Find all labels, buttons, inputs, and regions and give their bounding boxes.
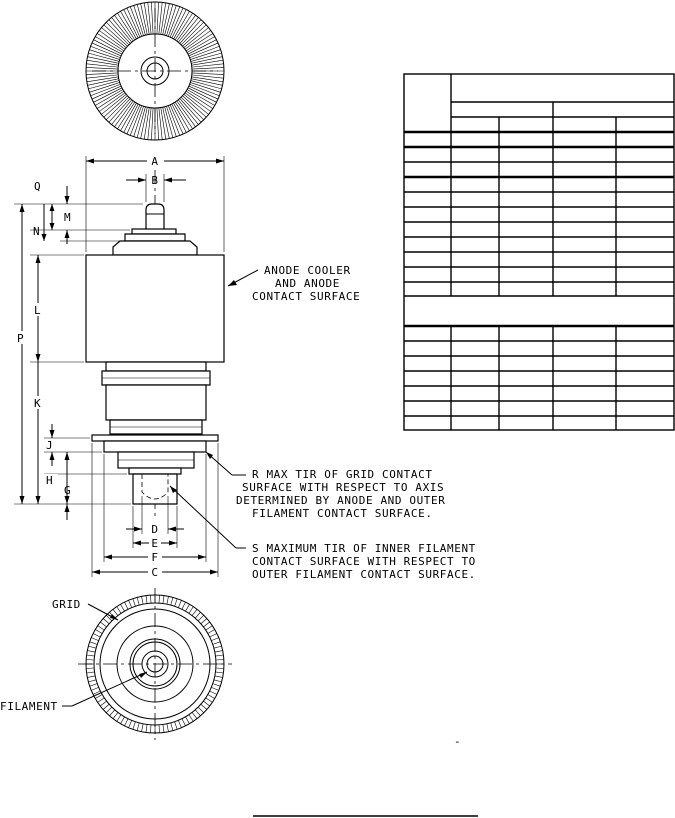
grid-tooth xyxy=(182,719,186,726)
grid-tooth xyxy=(175,599,178,607)
cooler-fin xyxy=(92,86,121,99)
dim-b: B xyxy=(151,174,159,187)
grid-tooth xyxy=(121,717,125,724)
cooler-fin xyxy=(190,84,220,95)
dim-d: D xyxy=(151,523,159,536)
cooler-fin xyxy=(168,7,179,37)
anode-note xyxy=(228,264,360,303)
ceramic-body xyxy=(106,385,206,420)
grid-tooth xyxy=(103,704,109,709)
grid-tooth xyxy=(216,668,224,669)
grid-tooth xyxy=(90,642,98,645)
grid-tooth xyxy=(90,684,98,687)
grid-tooth xyxy=(87,676,95,678)
grid-tooth xyxy=(195,612,200,618)
grid-tooth xyxy=(214,680,222,682)
grid-tooth xyxy=(201,619,207,624)
cooler-fin xyxy=(168,106,179,136)
grid-tooth xyxy=(203,622,209,627)
cooler-cap xyxy=(113,241,197,255)
grid-tooth xyxy=(113,609,118,615)
cooler-fin xyxy=(157,108,159,140)
dimension-table xyxy=(404,74,674,430)
grid-tooth xyxy=(124,719,128,726)
grid-tooth xyxy=(146,596,147,604)
grid-tooth xyxy=(213,684,221,687)
grid-tooth xyxy=(214,646,222,648)
grid-tooth xyxy=(192,712,197,718)
grid-tir-note-line-1: R MAX TIR OF GRID CONTACT xyxy=(252,468,433,481)
grid-tooth xyxy=(189,715,193,722)
grid-tooth xyxy=(206,626,213,630)
side-view xyxy=(86,170,224,520)
grid-tooth xyxy=(186,717,190,724)
cooler-fin xyxy=(127,8,140,37)
dim-a: A xyxy=(151,155,159,168)
dim-j: J xyxy=(46,439,54,452)
grid-tooth xyxy=(216,659,224,660)
grid-tooth xyxy=(117,607,121,614)
grid-tooth xyxy=(163,724,164,732)
grid-tooth xyxy=(86,659,94,660)
grid-tooth xyxy=(103,619,109,624)
grid-tooth xyxy=(198,615,204,621)
grid-tooth xyxy=(93,633,100,637)
grid-tooth xyxy=(175,722,178,730)
filament-stem xyxy=(133,474,177,504)
cooler-fin xyxy=(170,8,183,37)
grid-contact-ring xyxy=(104,441,206,452)
footer-dash: - xyxy=(454,735,462,748)
grid-tooth xyxy=(211,687,218,690)
grid-tooth xyxy=(159,725,160,733)
table-rows-upper xyxy=(404,162,674,282)
filament-tir-note-line-2: CONTACT SURFACE WITH RESPECT TO xyxy=(252,555,476,568)
dim-f: F xyxy=(151,551,159,564)
grid-flange xyxy=(92,435,218,441)
cooler-fin xyxy=(157,2,159,34)
grid-tooth xyxy=(142,596,144,604)
dim-l: L xyxy=(34,304,42,317)
grid-tooth xyxy=(88,646,96,648)
cooler-fin xyxy=(189,43,218,56)
grid-tooth xyxy=(178,720,181,727)
cooler-fin xyxy=(86,67,118,69)
top-view xyxy=(86,2,224,140)
footer xyxy=(253,735,478,816)
cooler-fin xyxy=(127,105,140,134)
grid-tooth xyxy=(98,626,105,630)
dim-h: H xyxy=(46,474,54,487)
cooler-fin xyxy=(170,105,183,134)
cooler-fin xyxy=(151,108,153,140)
dim-c: C xyxy=(151,566,159,579)
grid-tooth xyxy=(198,707,204,713)
cooler-fin xyxy=(192,67,224,69)
grid-tooth xyxy=(91,687,98,690)
dim-e: E xyxy=(151,537,159,550)
anode-cooler xyxy=(86,255,224,362)
grid-tooth xyxy=(215,655,223,656)
grid-tir-note-line-2: SURFACE WITH RESPECT TO AXIS xyxy=(242,481,445,494)
grid-tooth xyxy=(210,633,217,637)
grid-tir-note-line-4: FILAMENT CONTACT SURFACE. xyxy=(252,507,433,520)
cooler-fin xyxy=(91,84,121,95)
cooler-fin xyxy=(192,73,224,75)
grid-tooth xyxy=(189,607,193,614)
anode-note-line-1: ANODE COOLER xyxy=(264,264,351,277)
grid-tooth xyxy=(124,602,128,609)
filament-tir-note-line-1: S MAXIMUM TIR OF INNER FILAMENT xyxy=(252,542,476,555)
grid-tooth xyxy=(87,672,95,673)
grid-tooth xyxy=(87,651,95,653)
grid-tooth xyxy=(121,604,125,611)
grid-tooth xyxy=(87,655,95,656)
grid-tooth xyxy=(142,724,144,732)
grid-tooth xyxy=(91,638,98,641)
grid-tooth xyxy=(171,597,173,605)
grid-tooth xyxy=(192,609,197,615)
grid-tooth xyxy=(100,622,106,627)
grid-tooth xyxy=(88,680,96,682)
anode-seal-ring xyxy=(106,362,206,371)
grid-tooth xyxy=(86,668,94,669)
grid-tooth xyxy=(146,724,147,732)
bottom-view xyxy=(0,588,232,740)
grid-tooth xyxy=(150,595,151,603)
grid-tooth xyxy=(167,596,169,604)
grid-tooth xyxy=(129,600,132,607)
grid-label: GRID xyxy=(52,598,81,611)
filament-label: FILAMENT xyxy=(0,700,58,713)
grid-tir-note-line-3: DETERMINED BY ANODE AND OUTER xyxy=(236,494,446,507)
grid-tooth xyxy=(100,701,106,706)
grid-tooth xyxy=(195,710,200,716)
grid-tooth xyxy=(167,724,169,732)
grid-tooth xyxy=(117,715,121,722)
cooler-fin xyxy=(86,73,118,75)
cooler-fin xyxy=(130,7,141,37)
anode-note-line-2: AND ANODE xyxy=(275,277,341,290)
grid-tooth xyxy=(98,698,105,702)
grid-tooth xyxy=(178,600,181,607)
grid-tooth xyxy=(201,704,207,709)
grid-tooth xyxy=(159,595,160,603)
grid-tooth xyxy=(208,695,215,699)
grid-tooth xyxy=(182,602,186,609)
grid-tooth xyxy=(137,597,139,605)
grid-tooth xyxy=(215,651,223,653)
grid-tooth xyxy=(163,596,164,604)
grid-tooth xyxy=(203,701,209,706)
dim-q: Q xyxy=(34,180,42,193)
dim-p: P xyxy=(17,332,25,345)
grid-tooth xyxy=(186,604,190,611)
grid-tooth xyxy=(171,723,173,731)
top-stem xyxy=(146,204,164,230)
dim-n: N xyxy=(33,225,41,238)
grid-tooth xyxy=(215,672,223,673)
filament-seal xyxy=(129,468,181,474)
grid-tooth xyxy=(95,630,102,634)
grid-tooth xyxy=(129,720,132,727)
grid-tir-note xyxy=(206,452,445,520)
grid-tooth xyxy=(211,638,218,641)
table-rows-lower xyxy=(404,341,674,416)
cooler-fin xyxy=(190,46,220,57)
stem-flange xyxy=(132,229,176,234)
filament-tir-note-line-3: OUTER FILAMENT CONTACT SURFACE. xyxy=(252,568,476,581)
anode-note-line-3: CONTACT SURFACE xyxy=(252,290,361,303)
grid-tooth xyxy=(137,723,139,731)
grid-tooth xyxy=(110,710,115,716)
grid-tooth xyxy=(106,707,112,713)
dim-g: G xyxy=(64,484,72,497)
cooler-fin xyxy=(151,2,153,34)
grid-tooth xyxy=(208,630,215,634)
grid-tooth xyxy=(215,676,223,678)
grid-tooth xyxy=(133,599,136,607)
cooler-fin xyxy=(92,43,121,56)
cooler-fin xyxy=(91,46,121,57)
grid-tooth xyxy=(210,691,217,695)
stem-collar xyxy=(125,234,185,241)
grid-tooth xyxy=(213,642,221,645)
dim-k: K xyxy=(34,397,42,410)
grid-tooth xyxy=(133,722,136,730)
grid-tooth xyxy=(113,712,118,718)
cooler-fin xyxy=(189,86,218,99)
grid-tooth xyxy=(206,698,213,702)
cooler-fin xyxy=(130,106,141,136)
grid-tooth xyxy=(150,725,151,733)
dim-m: M xyxy=(64,211,72,224)
